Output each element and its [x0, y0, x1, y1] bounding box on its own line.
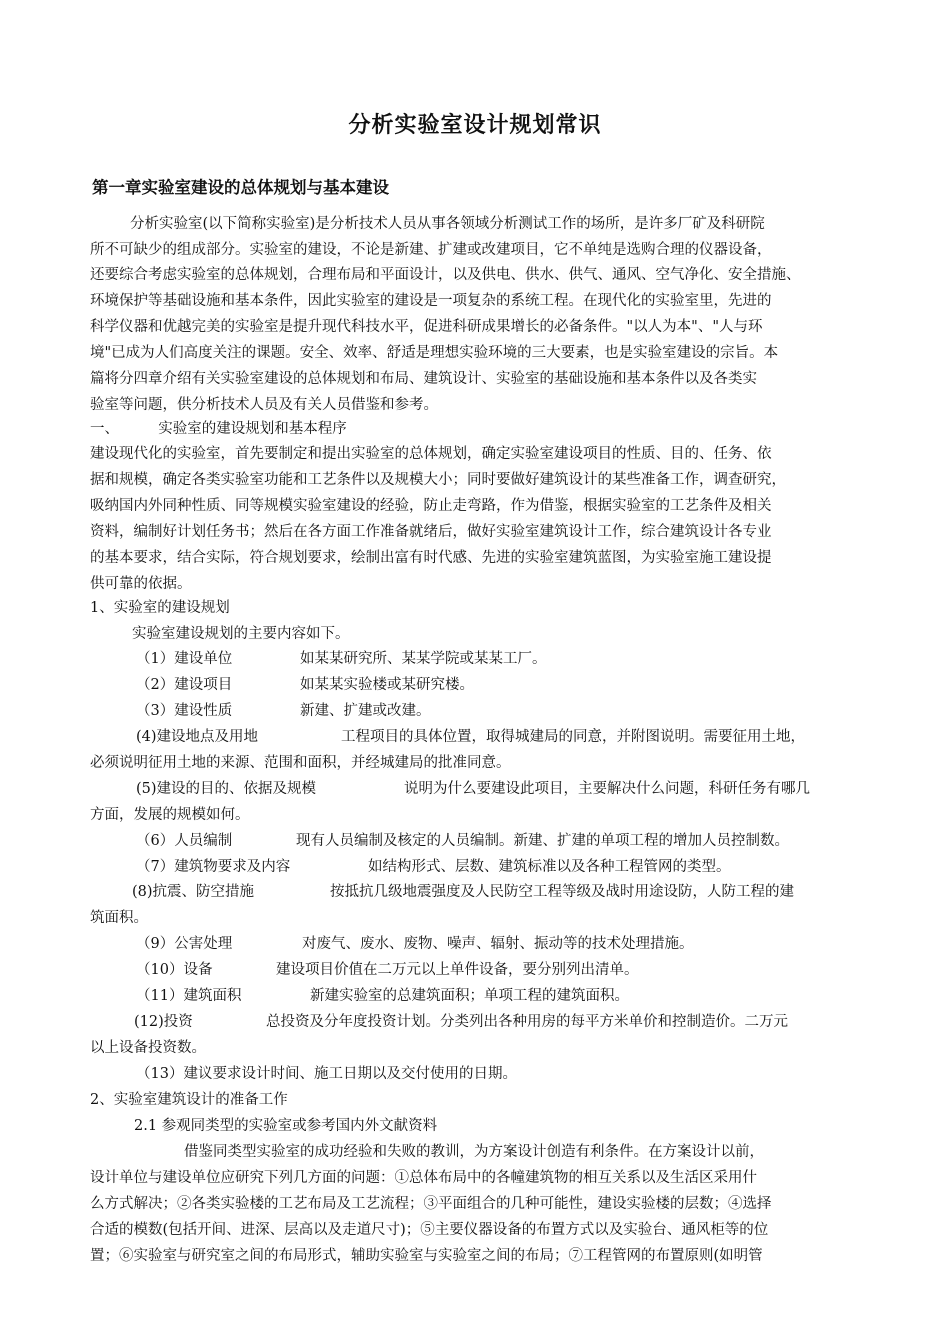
list-item-continued: 方面，发展的规模如何。	[90, 807, 250, 823]
list-item	[136, 699, 431, 723]
item-text: 按抵抗几级地震强度及人民防空工程等级及战时用途设防，人防工程的建	[330, 884, 794, 900]
intro-line: 篇将分四章介绍有关实验室建设的总体规划和布局、建筑设计、实验室的基础设施和基本条件以及各类实	[90, 371, 757, 387]
item-label: （1）建设单位	[136, 651, 233, 667]
item-label: （9）公害处理	[136, 936, 233, 952]
document-title: 分析实验室设计规划常识	[348, 113, 602, 138]
item-text: 新建实验室的总建筑面积；单项工程的建筑面积。	[310, 988, 629, 1004]
item-text: 新建、扩建或改建。	[300, 703, 431, 719]
item-label: （10）设备	[136, 962, 213, 978]
subsubsection-heading: 2.1 参观同类型的实验室或参考国内外文献资料	[134, 1118, 438, 1134]
list-item	[136, 777, 810, 801]
item-text: 如某某实验楼或某研究楼。	[300, 677, 474, 693]
subsection-heading: 1、实验室的建设规划	[90, 600, 230, 616]
section-heading	[90, 417, 347, 441]
item-label: (12)投资	[134, 1014, 193, 1030]
chapter-heading: 第一章实验室建设的总体规划与基本建设	[92, 178, 389, 197]
item-label: （7）建筑物要求及内容	[136, 859, 291, 875]
section-title: 实验室的建设规划和基本程序	[158, 421, 347, 437]
item-label: （3）建设性质	[136, 703, 233, 719]
list-item	[132, 880, 794, 904]
item-text: 现有人员编制及核定的人员编制。新建、扩建的单项工程的增加人员控制数。	[296, 833, 789, 849]
list-item	[134, 1010, 788, 1034]
section-line: 的基本要求，结合实际，符合规划要求，绘制出富有时代感、先进的实验室建筑蓝图，为实验室施工建设提	[90, 550, 772, 566]
list-item-continued: 以上设备投资数。	[90, 1040, 206, 1056]
list-item	[136, 725, 805, 749]
paragraph-line: 设计单位与建设单位应研究下列几方面的问题：①总体布局中的各幢建筑物的相互关系以及生活区采用什	[90, 1170, 757, 1186]
paragraph-line: 置；⑥实验室与研究室之间的布局形式，辅助实验室与实验室之间的布局；⑦工程管网的布置原则(如明管	[90, 1248, 763, 1264]
item-text: 工程项目的具体位置，取得城建局的同意，并附图说明。需要征用土地，	[341, 729, 805, 745]
paragraph-line: 借鉴同类型实验室的成功经验和失败的教训，为方案设计创造有利条件。在方案设计以前，	[184, 1144, 764, 1160]
list-item-continued: 必须说明征用土地的来源、范围和面积，并经城建局的批准同意。	[90, 755, 511, 771]
list-item-continued: 筑面积。	[90, 910, 148, 926]
item-label: （11）建筑面积	[136, 988, 242, 1004]
item-text: 总投资及分年度投资计划。分类列出各种用房的每平方米单价和控制造价。二万元	[266, 1014, 788, 1030]
paragraph-line: 合适的模数(包括开间、进深、层高以及走道尺寸)；⑤主要仪器设备的布置方式以及实验台、通风柜等的位	[90, 1222, 769, 1238]
intro-line: 环境保护等基础设施和基本条件，因此实验室的建设是一项复杂的系统工程。在现代化的实验室里，先进的	[90, 293, 772, 309]
section-line: 据和规模，确定各类实验室功能和工艺条件以及规模大小；同时要做好建筑设计的某些准备工作，调查研究，	[90, 472, 786, 488]
item-text: 如某某研究所、某某学院或某某工厂。	[300, 651, 547, 667]
section-line: 建设现代化的实验室，首先要制定和提出实验室的总体规划，确定实验室建设项目的性质、目的、任务、依	[90, 446, 772, 462]
intro-line: 境"已成为人们高度关注的课题。安全、效率、舒适是理想实验环境的三大要素，也是实验室建设的宗旨。本	[90, 345, 779, 361]
section-line: 供可靠的依据。	[90, 576, 192, 592]
item-label: (5)建设的目的、依据及规模	[136, 781, 317, 797]
item-text: 如结构形式、层数、建筑标准以及各种工程管网的类型。	[368, 859, 731, 875]
item-text: 建设项目价值在二万元以上单件设备，要分别列出清单。	[276, 962, 639, 978]
list-item	[136, 829, 789, 853]
item-label: (8)抗震、防空措施	[132, 884, 255, 900]
subsection-intro: 实验室建设规划的主要内容如下。	[132, 626, 350, 642]
section-line: 资料，编制好计划任务书；然后在各方面工作准备就绪后，做好实验室建筑设计工作，综合建筑设计各专业	[90, 524, 772, 540]
subsection-heading: 2、实验室建筑设计的准备工作	[90, 1092, 288, 1108]
intro-line: 所不可缺少的组成部分。实验室的建设，不论是新建、扩建或改建项目，它不单纯是选购合理的仪器设备，	[90, 242, 772, 258]
item-text: 对废气、废水、废物、噪声、辐射、振动等的技术处理措施。	[302, 936, 694, 952]
paragraph-line: 么方式解决；②各类实验楼的工艺布局及工艺流程；③平面组合的几种可能性，建设实验楼的层数；④选择	[90, 1196, 772, 1212]
list-item	[136, 958, 639, 982]
list-item: （13）建议要求设计时间、施工日期以及交付使用的日期。	[136, 1066, 517, 1082]
intro-line: 科学仪器和优越完美的实验室是提升现代科技水平，促进科研成果增长的必备条件。"以人为本"、"人与环	[90, 319, 763, 335]
list-item	[136, 932, 694, 956]
intro-line: 验室等问题，供分析技术人员及有关人员借鉴和参考。	[90, 397, 438, 413]
list-item	[136, 647, 547, 671]
list-item	[136, 855, 731, 879]
item-text: 说明为什么要建设此项目，主要解决什么问题，科研任务有哪几	[404, 781, 810, 797]
section-number: 一、	[90, 421, 119, 437]
list-item	[136, 984, 629, 1008]
item-label: （2）建设项目	[136, 677, 233, 693]
item-label: （6）人员编制	[136, 833, 233, 849]
list-item	[136, 673, 474, 697]
intro-line: 还要综合考虑实验室的总体规划，合理布局和平面设计，以及供电、供水、供气、通风、空气净化、安全措施、	[90, 267, 801, 283]
section-line: 吸纳国内外同种性质、同等规模实验室建设的经验，防止走弯路，作为借鉴，根据实验室的工艺条件及相关	[90, 498, 772, 514]
item-label: (4)建设地点及用地	[136, 729, 259, 745]
intro-line: 分析实验室(以下简称实验室)是分析技术人员从事各领域分析测试工作的场所，是许多厂矿及科研院	[130, 216, 765, 232]
